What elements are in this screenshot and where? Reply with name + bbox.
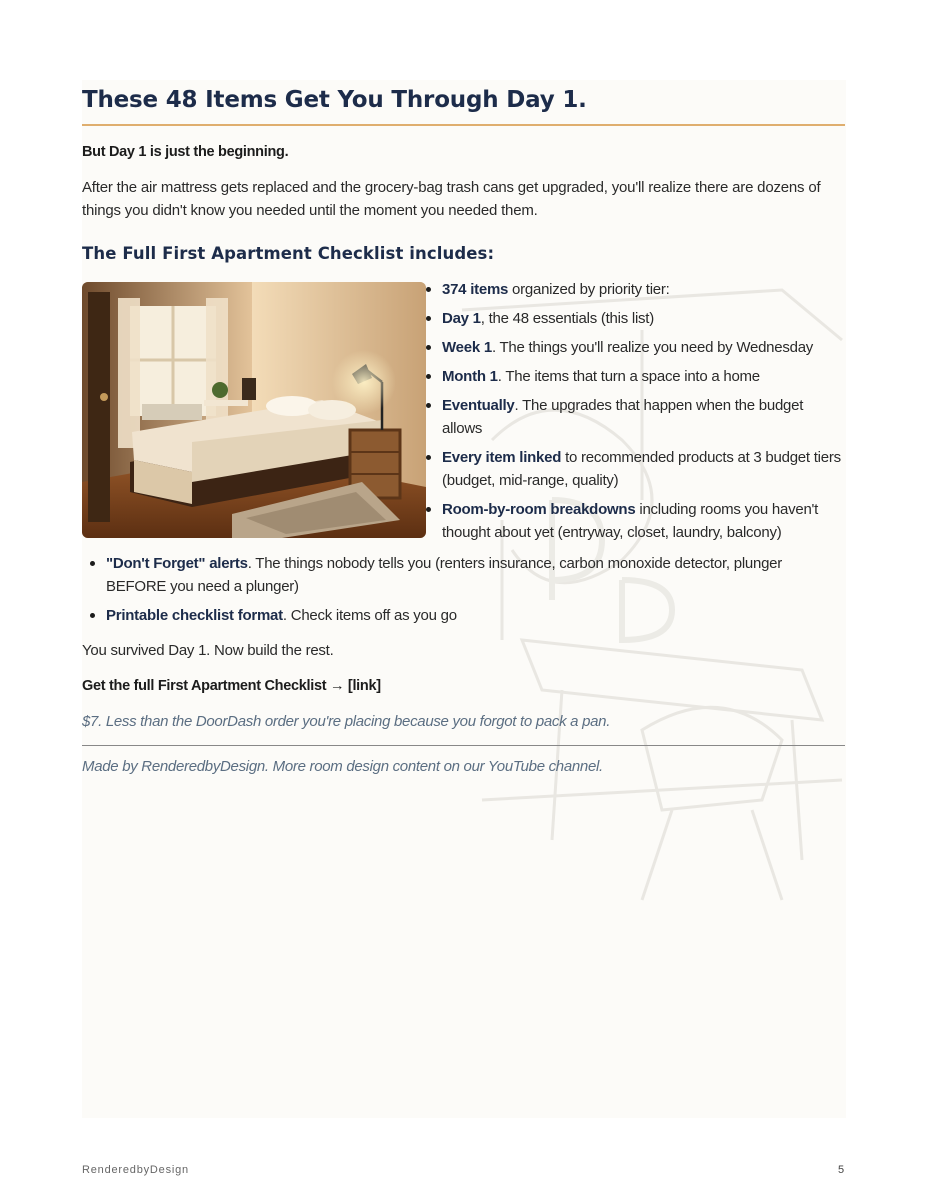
- page-title: These 48 Items Get You Through Day 1.: [82, 87, 587, 113]
- intro-subhead: But Day 1 is just the beginning.: [82, 144, 289, 160]
- bullet-icon: [426, 507, 431, 512]
- footer-brand: RenderedbyDesign: [82, 1164, 189, 1176]
- bullet-icon: [90, 613, 95, 618]
- list-item: Room-by-room breakdowns including rooms you haven't thought about yet (entryway, closet, laundry, balcony): [426, 498, 846, 544]
- list-item: 374 items organized by priority tier:: [426, 278, 846, 301]
- list-item: Printable checklist format. Check items off as you go: [90, 604, 845, 627]
- page-number: 5: [838, 1164, 845, 1176]
- main-content: [82, 80, 845, 775]
- credit-line: Made by RenderedbyDesign. More room design content on our YouTube channel.: [82, 758, 603, 775]
- checklist-list-full: [90, 552, 845, 633]
- checklist-cta-link[interactable]: Get the full First Apartment Checklist → [link]: [82, 678, 381, 694]
- closing-line: You survived Day 1. Now build the rest.: [82, 642, 334, 659]
- list-item: Eventually. The upgrades that happen when the budget allows: [426, 394, 846, 440]
- intro-paragraph: After the air mattress gets replaced and the grocery-bag trash cans get upgraded, you'll realize there are dozens of things you didn't know you needed until the moment you needed them.: [82, 179, 821, 219]
- bullet-icon: [426, 374, 431, 379]
- bullet-icon: [426, 287, 431, 292]
- bullet-icon: [426, 455, 431, 460]
- bullet-icon: [426, 345, 431, 350]
- list-item: "Don't Forget" alerts. The things nobody tells you (renters insurance, carbon monoxide detector, plunger BEFORE you need a plunger): [90, 552, 845, 598]
- bullet-icon: [90, 561, 95, 566]
- bullet-icon: [426, 316, 431, 321]
- list-item: Every item linked to recommended products at 3 budget tiers (budget, mid-range, quality): [426, 446, 846, 492]
- list-item: Month 1. The items that turn a space into a home: [426, 365, 846, 388]
- bedroom-photo: [82, 282, 426, 538]
- checklist-list-right: [426, 278, 846, 550]
- footer-divider: [82, 745, 845, 746]
- title-divider: [82, 124, 845, 126]
- list-item: Week 1. The things you'll realize you need by Wednesday: [426, 336, 846, 359]
- list-item: Day 1, the 48 essentials (this list): [426, 307, 846, 330]
- bullet-icon: [426, 403, 431, 408]
- price-note: $7. Less than the DoorDash order you're placing because you forgot to pack a pan.: [82, 713, 611, 730]
- checklist-title: The Full First Apartment Checklist includes:: [82, 244, 495, 263]
